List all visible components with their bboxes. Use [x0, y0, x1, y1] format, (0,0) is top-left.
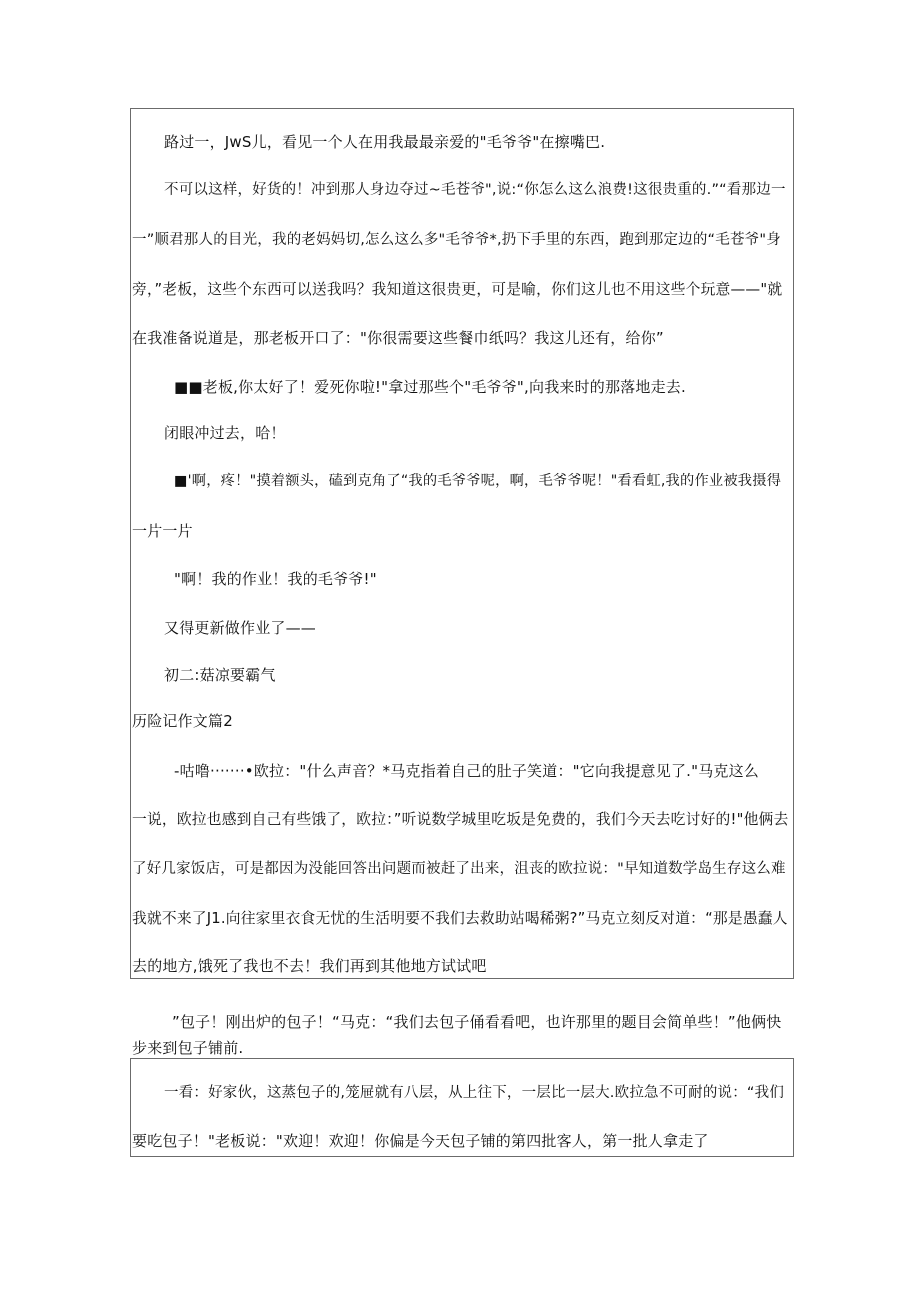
section-heading: 历险记作文篇2 — [132, 712, 233, 730]
paragraph-5-line-2: 一片一片 — [132, 522, 193, 540]
paragraph-2-line-3: 旁，”老板，这些个东西可以送我吗？我知道这很贵更，可是喻，你们这儿也不用这些个玩意——"就 — [132, 281, 783, 298]
paragraph-9-line-3: 了好几家饭店，可是都因为没能回答出问题而被赶了出来，沮丧的欧拉说："早知道数学岛生存这么难 — [132, 861, 786, 877]
paragraph-1: 路过一，JwS儿，看见一个人在用我最最亲爱的"毛爷爷"在擦嘴巴. — [164, 133, 606, 151]
box2-line-1: 一看：好家伙，这蒸包子的,笼屉就有八层，从上往下，一层比一层大.欧拉急不可耐的说：“我们 — [164, 1085, 785, 1101]
paragraph-4: 闭眼冲过去，哈！ — [164, 424, 286, 442]
paragraph-2-line-2: 一”顺君那人的目光，我的老妈妈切,怎么这么多"毛爷爷*,扔下手里的东西，跑到那定边的“毛苍爷"身 — [132, 232, 781, 248]
paragraph-3: ■■老板,你太好了！爱死你啦!"拿过那些个"毛爷爷",向我来时的那落地走去. — [174, 378, 686, 396]
paragraph-6: "啊！我的作业！我的毛爷爷!" — [174, 570, 377, 588]
middle-paragraph-line-1: ”包子！刚出炉的包子！“马克：“我们去包子俑看看吧，也许那里的题目会简单些！”他俩快 — [172, 1013, 782, 1031]
paragraph-9-line-2: 一说，欧拉也感到自己有些饿了，欧拉：”听说数学城里吃坂是免费的，我们今天去吃讨好的!"他俩去 — [132, 811, 789, 828]
paragraph-2-line-1: 不可以这样，好货的！冲到那人身边夺过~毛苍爷",说:“你怎么这么浪费!这很贵重的.”“看那边一 — [164, 182, 786, 198]
middle-paragraph-line-2: 步来到包子铺前. — [132, 1039, 244, 1057]
paragraph-8: 初二:菇凉要霸气 — [164, 666, 276, 684]
paragraph-7: 又得更新做作业了—— — [164, 619, 317, 637]
text-box-top — [130, 108, 794, 979]
paragraph-9-line-5: 去的地方,饿死了我也不去！我们再到其他地方试试吧 — [132, 957, 487, 975]
box2-line-2: 要吃包子！"老板说："欢迎！欢迎！你偏是今天包子铺的第四批客人，第一批人拿走了 — [132, 1132, 709, 1150]
paragraph-9-line-1: -咕噜·······•欧拉："什么声音？*马克指着自己的肚子笑道："它向我提意见了."马克这么 — [174, 762, 760, 780]
paragraph-2-line-4: 在我准备说道是，那老板开口了："你很需要这些餐巾纸吗？我这儿还有，给你” — [132, 329, 664, 347]
text-box-bottom — [130, 1058, 794, 1157]
paragraph-9-line-4: 我就不来了J1.向往家里衣食无忧的生活明要不我们去救助站喝稀粥?”马克立刻反对道：“那是愚蠢人 — [132, 910, 788, 927]
paragraph-5-line-1: ■'啊，疼！"摸着额头，磕到克角了“我的毛爷爷呢，啊，毛爷爷呢！"看看虹,我的作业被我摄得 — [174, 473, 782, 489]
